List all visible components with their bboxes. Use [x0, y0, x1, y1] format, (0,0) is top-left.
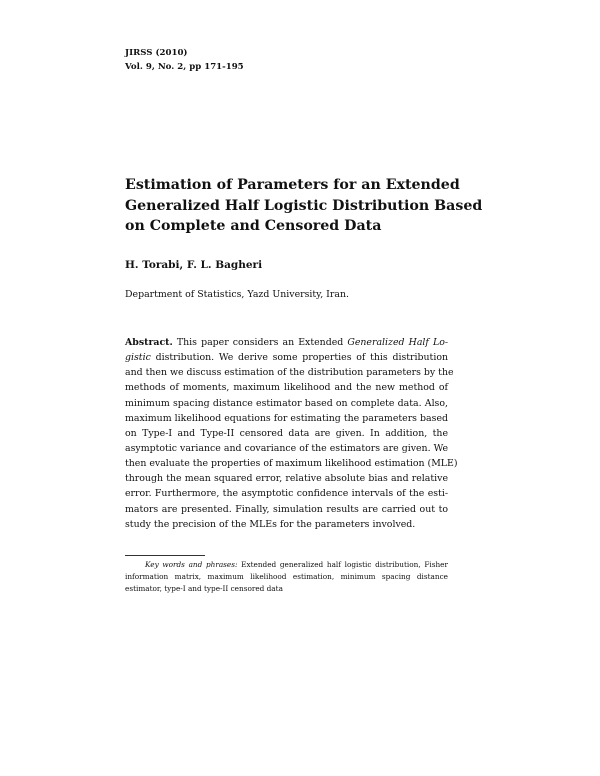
keywords-footnote	[125, 559, 448, 596]
abstract-line: and then we discuss estimation of the distribution parameters by the	[125, 367, 454, 379]
abstract-line: error. Furthermore, the asymptotic confidence intervals of the esti-	[125, 488, 448, 500]
title-line: Estimation of Parameters for an Extended	[125, 177, 460, 193]
abstract-line	[125, 350, 448, 365]
abstract-line: methods of moments, maximum likelihood and the new method of	[125, 382, 448, 394]
journal-volume: Vol. 9, No. 2, pp 171-195	[125, 62, 244, 72]
authors: H. Torabi, F. L. Bagheri	[125, 259, 263, 271]
abstract-text: distribution. We derive some properties of this distribution	[155, 352, 448, 364]
footnote-line: estimator, type-I and type-II censored data	[125, 584, 283, 594]
title-line: Generalized Half Logistic Distribution Based	[125, 197, 483, 214]
journal-header	[125, 46, 244, 74]
paper-title	[125, 175, 483, 237]
abstract-line: asymptotic variance and covariance of the estimators are given. We	[125, 442, 448, 454]
footnote-line	[125, 559, 448, 571]
abstract-italic-term: gistic	[125, 352, 151, 364]
abstract-text: This paper considers an Extended	[176, 337, 344, 348]
keywords-label: Key words and phrases:	[145, 560, 238, 569]
abstract-line: minimum spacing distance estimator based on complete data. Also,	[125, 397, 448, 409]
journal-name: JIRSS (2010)	[125, 48, 188, 58]
abstract-line: mators are presented. Finally, simulation results are carried out to	[125, 503, 448, 515]
abstract-line: then evaluate the properties of maximum likelihood estimation (MLE)	[125, 458, 458, 470]
abstract-italic-term: Generalized Half Lo-	[347, 337, 449, 348]
abstract-line: on Type-I and Type-II censored data are given. In addition, the	[125, 427, 448, 439]
affiliation: Department of Statistics, Yazd University, Iran.	[125, 289, 349, 300]
abstract-line: through the mean squared error, relative absolute bias and relative	[125, 473, 448, 485]
abstract-line	[125, 335, 448, 350]
footnote-divider	[125, 555, 205, 556]
abstract-line: maximum likelihood equations for estimating the parameters based	[125, 412, 448, 424]
abstract	[125, 335, 458, 532]
keywords-text: Extended generalized half logistic distribution, Fisher	[241, 560, 448, 569]
title-line: on Complete and Censored Data	[125, 218, 382, 234]
abstract-line: study the precision of the MLEs for the parameters involved.	[125, 518, 416, 530]
abstract-label: Abstract.	[125, 337, 173, 348]
footnote-line: information matrix, maximum likelihood estimation, minimum spacing distance	[125, 572, 448, 582]
